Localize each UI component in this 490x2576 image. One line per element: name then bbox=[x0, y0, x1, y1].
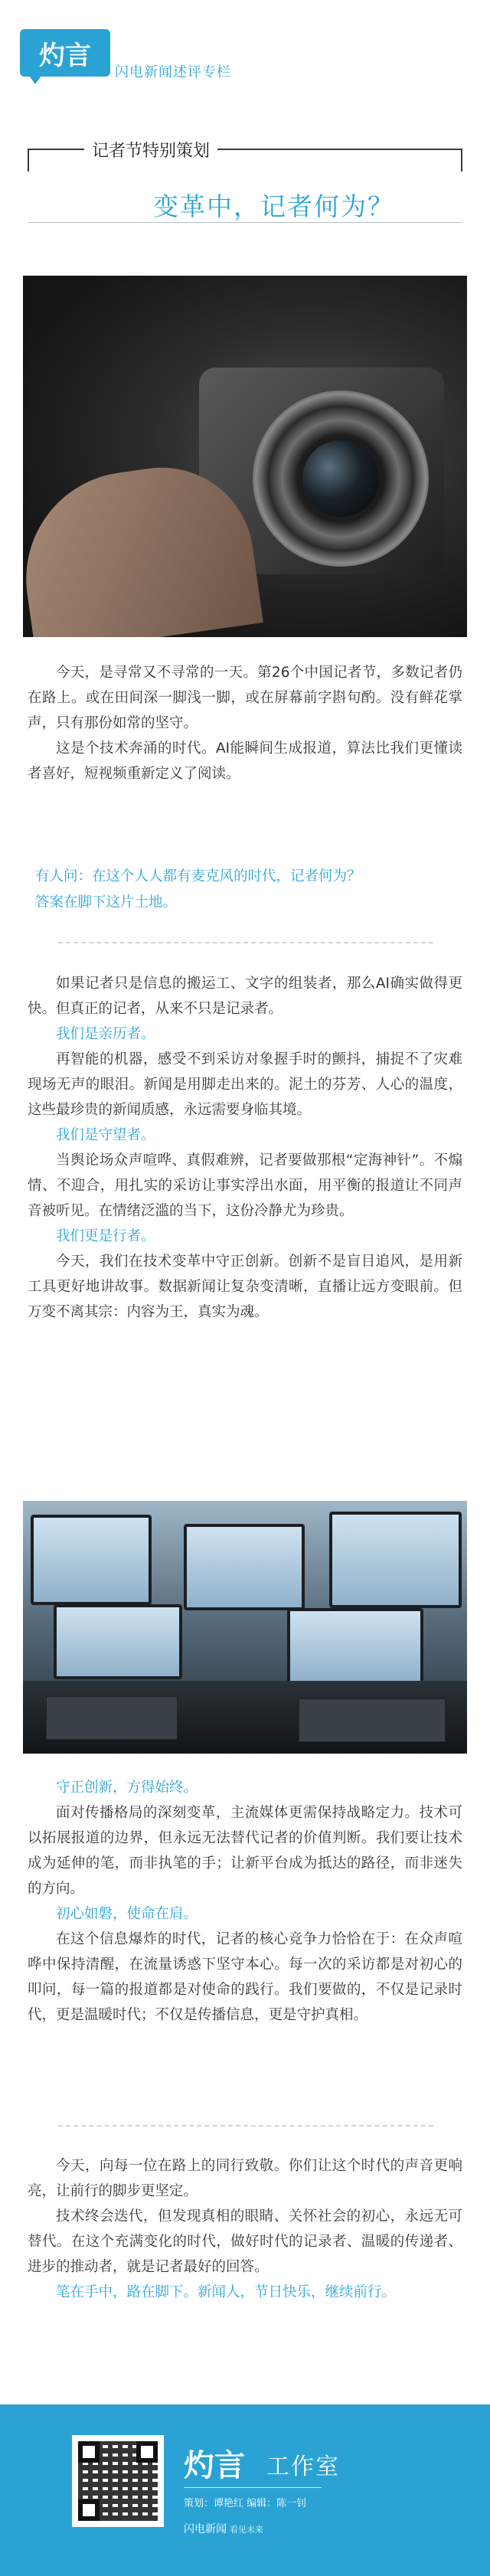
page-title: 变革中，记者何为？ bbox=[153, 191, 394, 221]
body-paragraph: 今天，我们在技术变革中守正创新。创新不是盲目追风，是用新工具更好地讲故事。数据新闻让复杂变清晰，直播让远方变眼前。但万变不离其宗：内容为王，真实为魂。 bbox=[28, 1254, 462, 1320]
title-left-bracket bbox=[28, 149, 29, 172]
section-subhead: 守正创新，方得始终。 bbox=[56, 1780, 198, 1796]
body-paragraph: 今天，向每一位在路上的同行致敬。你们让这个时代的声音更响亮，让前行的脚步更坚定。 bbox=[28, 2158, 462, 2199]
logo-text: 灼言 bbox=[39, 40, 91, 71]
control-panel bbox=[46, 1696, 178, 1740]
monitor bbox=[31, 1515, 152, 1605]
kicker: 记者节特别策划 bbox=[84, 138, 217, 162]
title-bottom-rule bbox=[28, 222, 462, 223]
brand-slogan: 看见未来 bbox=[230, 2525, 263, 2535]
section-subhead: 初心如磐，使命在肩。 bbox=[56, 1906, 198, 1922]
qr-finder bbox=[78, 2441, 100, 2463]
quote-line: 有人问：在这个人人都有麦克风的时代，记者何为？ bbox=[35, 868, 361, 884]
lens-glass bbox=[302, 440, 379, 517]
body-paragraph: 如果记者只是信息的搬运工、文字的组装者，那么AI确实做得更快。但真正的记者，从来不只是记录者。 bbox=[28, 976, 462, 1017]
title-right-bracket bbox=[461, 149, 462, 172]
monitor bbox=[287, 1608, 423, 1685]
camera-photo bbox=[23, 276, 467, 637]
header bbox=[0, 0, 490, 115]
intro-section bbox=[28, 660, 462, 786]
pull-quote bbox=[35, 864, 464, 916]
dashed-divider bbox=[58, 942, 433, 943]
studio-photo bbox=[23, 1501, 467, 1754]
section-subhead: 我们是亲历者。 bbox=[56, 1026, 155, 1042]
closing-section bbox=[28, 2153, 462, 2305]
column-name: 闪电新闻述评专栏 bbox=[115, 64, 231, 80]
intro-paragraph: 今天，是寻常又不寻常的一天。第26个中国记者节，多数记者仍在路上。或在田间深一脚浅一脚，或在屏幕前字斟句酌。没有鲜花掌声，只有那份如常的坚守。 bbox=[28, 665, 462, 731]
section-subhead: 我们是守望者。 bbox=[56, 1127, 155, 1143]
control-panel bbox=[299, 1698, 446, 1742]
body-paragraph: 再智能的机器，感受不到采访对象握手时的颤抖，捕捉不了灾难现场无声的眼泪。新闻是用脚走出来的。泥土的芬芳、人心的温度，这些最珍贵的新闻质感，永远需要身临其境。 bbox=[28, 1051, 462, 1118]
zhuoyan-logo[interactable] bbox=[20, 29, 110, 77]
monitor bbox=[184, 1524, 305, 1610]
closing-line: 笔在手中，路在脚下。新闻人，节日快乐，继续前行。 bbox=[56, 2284, 397, 2300]
brand-name: 闪电新闻 bbox=[184, 2523, 227, 2535]
qr-finder bbox=[78, 2499, 100, 2521]
monitor bbox=[54, 1604, 182, 1679]
logo-bubble-tail bbox=[28, 74, 43, 84]
body-paragraph: 在这个信息爆炸的时代，记者的核心竞争力恰恰在于：在众声喧哗中保持清醒，在流量诱惑下坚守本心。每一次的采访都是对初心的叩问，每一篇的报道都是对使命的践行。我们要做的，不仅是记录时代，更是温暖时代；不仅是传播信息，更是守护真相。 bbox=[28, 1931, 462, 2023]
body-paragraph: 当舆论场众声喧哗、真假难辨，记者要做那根“定海神针”。不煽情、不迎合，用扎实的采访让事实浮出水面，用平衡的报道让不同声音被听见。在情绪泛滥的当下，这份冷静尤为珍贵。 bbox=[28, 1152, 462, 1219]
intro-paragraph: 这是个技术奔涌的时代。AI能瞬间生成报道，算法比我们更懂读者喜好，短视频重新定义了阅读。 bbox=[28, 740, 462, 782]
qr-code[interactable] bbox=[72, 2435, 164, 2527]
quote-line: 答案在脚下这片土地。 bbox=[35, 894, 178, 910]
body-paragraph: 技术终会迭代，但发现真相的眼睛、关怀社会的初心，永远无可替代。在这个充满变化的时代，做好时代的记录者、温暖的传递者、进步的推动者，就是记者最好的回答。 bbox=[28, 2208, 462, 2275]
dashed-divider bbox=[58, 2125, 433, 2127]
qr-finder bbox=[136, 2441, 158, 2463]
section-roles bbox=[28, 971, 462, 1325]
footer-brand bbox=[184, 2521, 263, 2536]
body-paragraph: 面对传播格局的深刻变革，主流媒体更需保持战略定力。技术可以拓展报道的边界，但永远无法替代记者的价值判断。我们要让技术成为延伸的笔，而非执笔的手；让新平台成为抵达的路径，而非迷失的方向。 bbox=[28, 1805, 462, 1897]
footer bbox=[0, 2404, 490, 2576]
section-subhead: 我们更是行者。 bbox=[56, 1228, 155, 1244]
title-block bbox=[0, 130, 490, 230]
footer-credits: 策划：谭艳红 编辑：陈一钊 bbox=[184, 2498, 307, 2509]
footer-studio: 工作室 bbox=[266, 2453, 340, 2480]
monitor bbox=[329, 1512, 462, 1608]
footer-logo: 灼言 bbox=[184, 2448, 245, 2483]
footer-divider bbox=[184, 2487, 322, 2488]
section-innovation bbox=[28, 1775, 462, 2028]
